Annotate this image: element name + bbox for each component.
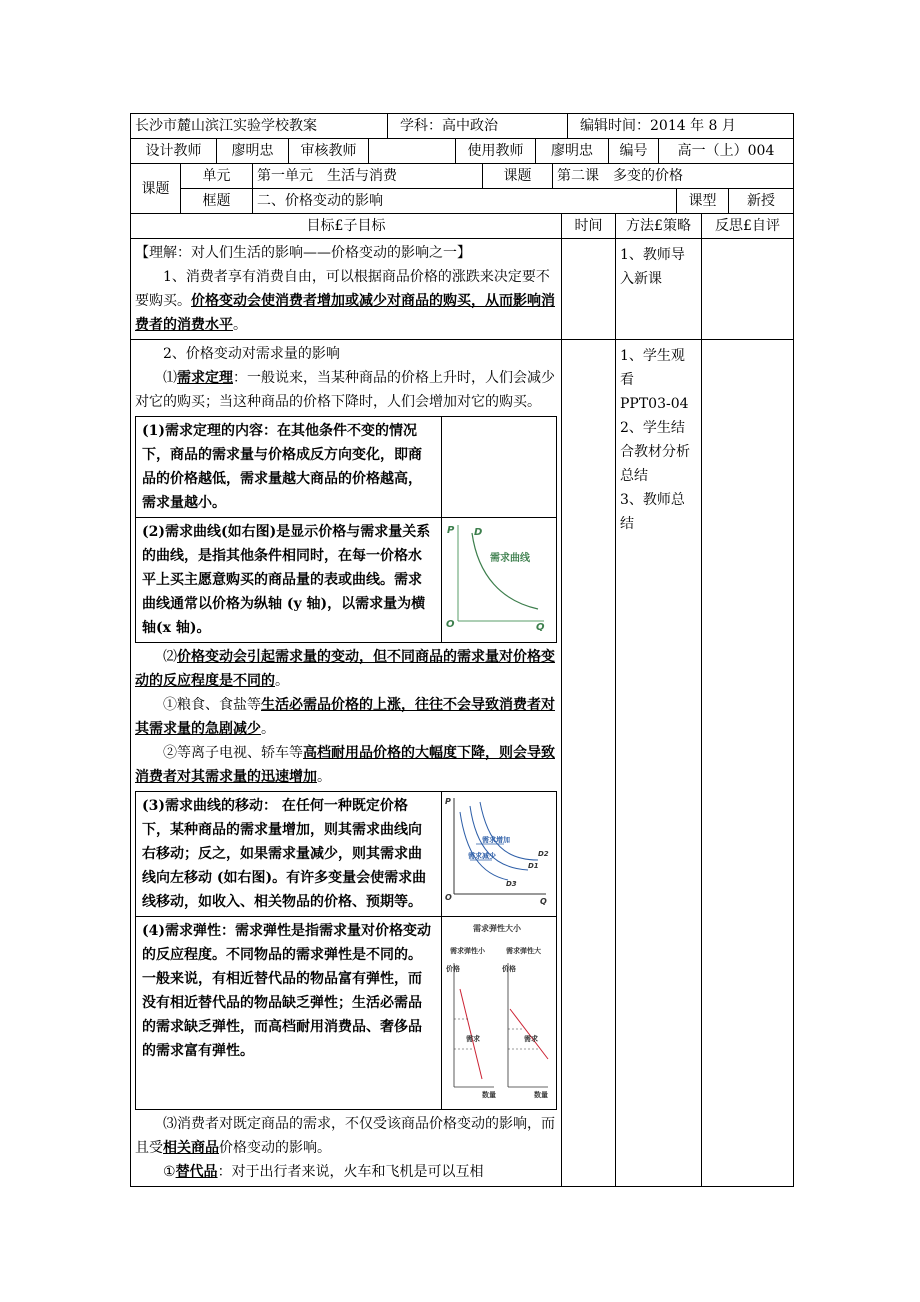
svg-text:需求减少: 需求减少 (468, 852, 496, 860)
subject: 学科：高中政治 (388, 114, 568, 139)
curve-shift-svg (444, 794, 550, 906)
svg-text:需求: 需求 (466, 1035, 480, 1043)
box-elasticity: (4)需求弹性：需求弹性是指需求量对价格变动的反应程度。不同物品的需求弹性是不同的。一般来说，有相近替代品的物品富有弹性，而没有相近替代品的物品缺乏弹性；生活必需品的需求缺乏弹性，而高档耐用消费品、奢侈品的需求富有弹性。 (136, 917, 442, 1110)
section2-title: 2、价格变动对需求量的影响 (163, 346, 340, 362)
method-item: 3、教师总结 (620, 492, 685, 532)
col-reflect: 反思£自评 (702, 214, 794, 239)
section1-cell (131, 239, 562, 340)
design-teacher: 廖明忠 (217, 139, 289, 164)
section1-paragraph: 1、消费者享有消费自由，可以根据商品价格的涨跌来决定要不要购买。价格变动会使消费者增加或减少对商品的购买，从而影响消费者的消费水平。 (135, 269, 555, 333)
topic-label: 课题 (131, 164, 181, 214)
box-curve-shift: (3)需求曲线的移动： 在任何一种既定价格下，某种商品的需求量增加，则其需求曲线向右移动；反之，如果需求量减少，则其需求曲线向左移动 (如右图)。有许多变量会使需求曲线移动，如收入、相关物品的价格、预期等。 (136, 792, 442, 917)
svg-text:O: O (446, 619, 455, 630)
svg-text:需求曲线: 需求曲线 (490, 553, 530, 564)
column-header-table (130, 213, 794, 239)
col-time: 时间 (562, 214, 616, 239)
svg-text:O: O (445, 893, 452, 902)
lesson: 第二课 多变的价格 (553, 164, 794, 189)
lesson-plan (130, 113, 793, 1187)
col-goal: 目标£子目标 (131, 214, 562, 239)
paragraph-related-goods: ⑶消费者对既定商品的需求，不仅受该商品价格变动的影响，而且受相关商品价格变动的影响。 (135, 1116, 555, 1156)
number: 高一（上）004 (659, 139, 794, 164)
svg-text:P: P (447, 525, 455, 536)
section2-method (616, 340, 702, 1187)
school-name: 长沙市麓山滨江实验学校教案 (131, 114, 388, 139)
section1-time (562, 239, 616, 340)
svg-text:数量: 数量 (534, 1091, 548, 1099)
section2-reflect (702, 340, 794, 1187)
lesson-label: 课题 (483, 164, 553, 189)
type-label: 课型 (677, 189, 729, 214)
svg-text:D1: D1 (528, 862, 539, 870)
curve-shift-figure (442, 792, 557, 917)
elasticity-figure (442, 917, 557, 1110)
definition-box-3-4 (135, 791, 557, 1110)
section2-cell (131, 340, 562, 1187)
demand-curve-figure (442, 518, 557, 643)
use-teacher-label: 使用教师 (456, 139, 536, 164)
unit: 第一单元 生活与消费 (253, 164, 483, 189)
elasticity-svg (444, 919, 550, 1099)
svg-text:价格: 价格 (502, 965, 516, 973)
svg-text:价格: 价格 (446, 965, 460, 973)
paragraph-durables: ②等离子电视、轿车等高档耐用品价格的大幅度下降，则会导致消费者对其需求量的迅速增加。 (135, 745, 555, 785)
demand-curve-svg (444, 521, 550, 631)
box-demand-law-content: (1)需求定理的内容：在其他条件不变的情况下，商品的需求量与价格成反方向变化，即商品的价格越低，需求量越大商品的价格越高，需求量越小。 (136, 417, 442, 518)
type: 新授 (729, 189, 794, 214)
edit-time: 编辑时间：2014 年 8 月 (568, 114, 794, 139)
svg-text:Q: Q (536, 622, 545, 631)
svg-text:需求弹性大小: 需求弹性大小 (473, 924, 521, 933)
paragraph-necessities: ①粮食、食盐等生活必需品价格的上涨，往往不会导致消费者对其需求量的急剧减少。 (135, 697, 555, 737)
method-item: 2、学生结合教材分析总结 (620, 420, 690, 484)
header-table (130, 113, 794, 139)
svg-text:需求: 需求 (524, 1035, 538, 1043)
section1-title: 【理解：对人们生活的影响——价格变动的影响之一】 (135, 245, 471, 261)
number-label: 编号 (609, 139, 659, 164)
definition-box-1-2 (135, 416, 557, 643)
paragraph-reaction: ⑵价格变动会引起需求量的变动，但不同商品的需求量对价格变动的反应程度是不同的。 (135, 649, 555, 689)
svg-text:D3: D3 (506, 880, 517, 888)
use-teacher: 廖明忠 (536, 139, 609, 164)
section2-time (562, 340, 616, 1187)
box-demand-curve: (2)需求曲线(如右图)是显示价格与需求量关系的曲线，是指其他条件相同时，在每一价格水平上买主愿意购买的商品量的表或曲线。需求曲线通常以价格为纵轴 (y 轴)，以需求量为横轴(x 轴)。 (136, 518, 442, 643)
review-teacher (369, 139, 456, 164)
method-item: PPT03-04 (620, 396, 689, 412)
teacher-table (130, 138, 794, 164)
section1-reflect (702, 239, 794, 340)
frame: 二、价格变动的影响 (253, 189, 677, 214)
topic-table (130, 163, 794, 214)
paragraph-substitutes: ①替代品：对于出行者来说，火车和飞机是可以互相 (163, 1164, 484, 1180)
svg-text:需求弹性大: 需求弹性大 (506, 947, 541, 955)
design-teacher-label: 设计教师 (131, 139, 217, 164)
svg-text:需求弹性小: 需求弹性小 (450, 947, 485, 955)
svg-text:Q: Q (540, 897, 547, 906)
svg-text:D: D (474, 527, 483, 538)
svg-text:D2: D2 (538, 850, 549, 858)
method-item: 1、学生观看 (620, 348, 685, 388)
content-table (130, 238, 794, 1187)
svg-text:P: P (445, 797, 451, 806)
unit-label: 单元 (181, 164, 253, 189)
section1-method: 1、教师导入新课 (616, 239, 702, 340)
box1-empty (442, 417, 557, 518)
demand-law: ⑴需求定理：一般说来，当某种商品的价格上升时，人们会减少对它的购买；当这种商品的价格下降时，人们会增加对它的购买。 (135, 370, 555, 410)
col-method: 方法£策略 (616, 214, 702, 239)
svg-text:数量: 数量 (482, 1091, 496, 1099)
frame-label: 框题 (181, 189, 253, 214)
svg-text:需求增加: 需求增加 (482, 836, 510, 844)
review-teacher-label: 审核教师 (289, 139, 369, 164)
